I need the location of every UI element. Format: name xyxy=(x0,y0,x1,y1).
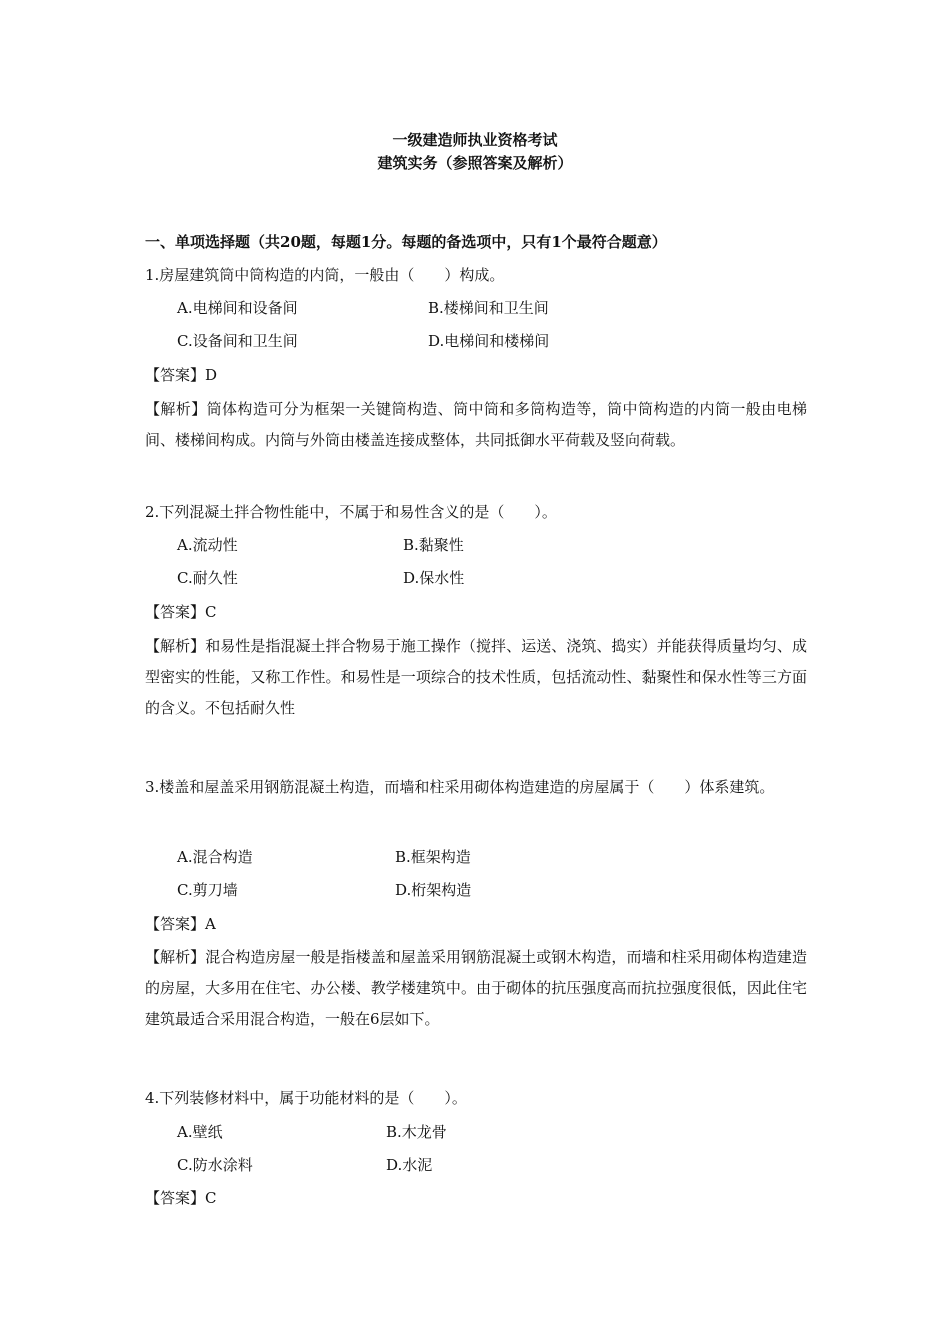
answer-line xyxy=(145,1189,217,1207)
analysis-text: 和易性是指混凝土拌合物易于施工操作（搅拌、运送、浇筑、捣实）并能获得质量均匀、成型密实的性能，又称工作性。和易性是一项综合的技术性质，包括流动性、黏聚性和保水性等三方面的含义。不包括耐久性 xyxy=(145,637,807,717)
option-c: C.剪刀墙 xyxy=(177,881,238,899)
answer-value: A xyxy=(205,915,216,933)
question-stem: 3.楼盖和屋盖采用钢筋混凝土构造，而墙和柱采用砌体构造建造的房屋属于（ ）体系建筑。 xyxy=(145,778,775,796)
option-c: C.耐久性 xyxy=(177,569,238,587)
answer-tag: 【答案】 xyxy=(145,366,206,384)
section-heading: 一、单项选择题（共20题，每题1分。每题的备选项中，只有1个最符合题意） xyxy=(145,233,667,251)
answer-tag: 【答案】 xyxy=(145,915,206,933)
document-title: 一级建造师执业资格考试 xyxy=(392,131,558,149)
question-stem: 4.下列装修材料中，属于功能材料的是（ ）。 xyxy=(145,1089,467,1107)
option-b: B.楼梯间和卫生间 xyxy=(428,299,549,317)
answer-value: C xyxy=(205,1189,217,1207)
analysis-tag: 【解析】 xyxy=(145,400,207,418)
option-d: D.保水性 xyxy=(403,569,465,587)
analysis-tag: 【解析】 xyxy=(145,637,206,655)
answer-tag: 【答案】 xyxy=(145,1189,206,1207)
option-b: B.黏聚性 xyxy=(403,536,464,554)
question-stem: 1.房屋建筑筒中筒构造的内筒，一般由（ ）构成。 xyxy=(145,266,505,284)
analysis-paragraph xyxy=(145,942,807,1035)
option-a: A.混合构造 xyxy=(177,848,253,866)
answer-line xyxy=(145,915,216,933)
analysis-paragraph xyxy=(145,394,807,456)
analysis-text: 混合构造房屋一般是指楼盖和屋盖采用钢筋混凝土或钢木构造，而墙和柱采用砌体构造建造的房屋，大多用在住宅、办公楼、教学楼建筑中。由于砌体的抗压强度高而抗拉强度很低，因此住宅建筑最适合采用混合构造，一般在6层如下。 xyxy=(145,948,807,1028)
option-d: D.电梯间和楼梯间 xyxy=(428,332,550,350)
option-a: A.流动性 xyxy=(177,536,238,554)
answer-value: C xyxy=(205,603,217,621)
option-b: B.框架构造 xyxy=(395,848,471,866)
option-c: C.设备间和卫生间 xyxy=(177,332,298,350)
option-b: B.木龙骨 xyxy=(386,1123,447,1141)
answer-line xyxy=(145,603,217,621)
answer-tag: 【答案】 xyxy=(145,603,206,621)
answer-line xyxy=(145,366,217,384)
analysis-tag: 【解析】 xyxy=(145,948,206,966)
answer-value: D xyxy=(205,366,218,384)
option-a: A.电梯间和设备间 xyxy=(177,299,298,317)
option-d: D.桁架构造 xyxy=(395,881,472,899)
question-stem: 2.下列混凝土拌合物性能中，不属于和易性含义的是（ ）。 xyxy=(145,503,557,521)
analysis-paragraph xyxy=(145,631,807,724)
analysis-text: 筒体构造可分为框架一关键筒构造、筒中筒和多筒构造等，筒中筒构造的内筒一般由电梯间、楼梯间构成。内筒与外筒由楼盖连接成整体，共同抵御水平荷载及竖向荷载。 xyxy=(145,400,807,449)
option-d: D.水泥 xyxy=(386,1156,433,1174)
option-c: C.防水涂料 xyxy=(177,1156,253,1174)
option-a: A.壁纸 xyxy=(177,1123,223,1141)
document-subtitle: 建筑实务（参照答案及解析） xyxy=(377,154,573,172)
